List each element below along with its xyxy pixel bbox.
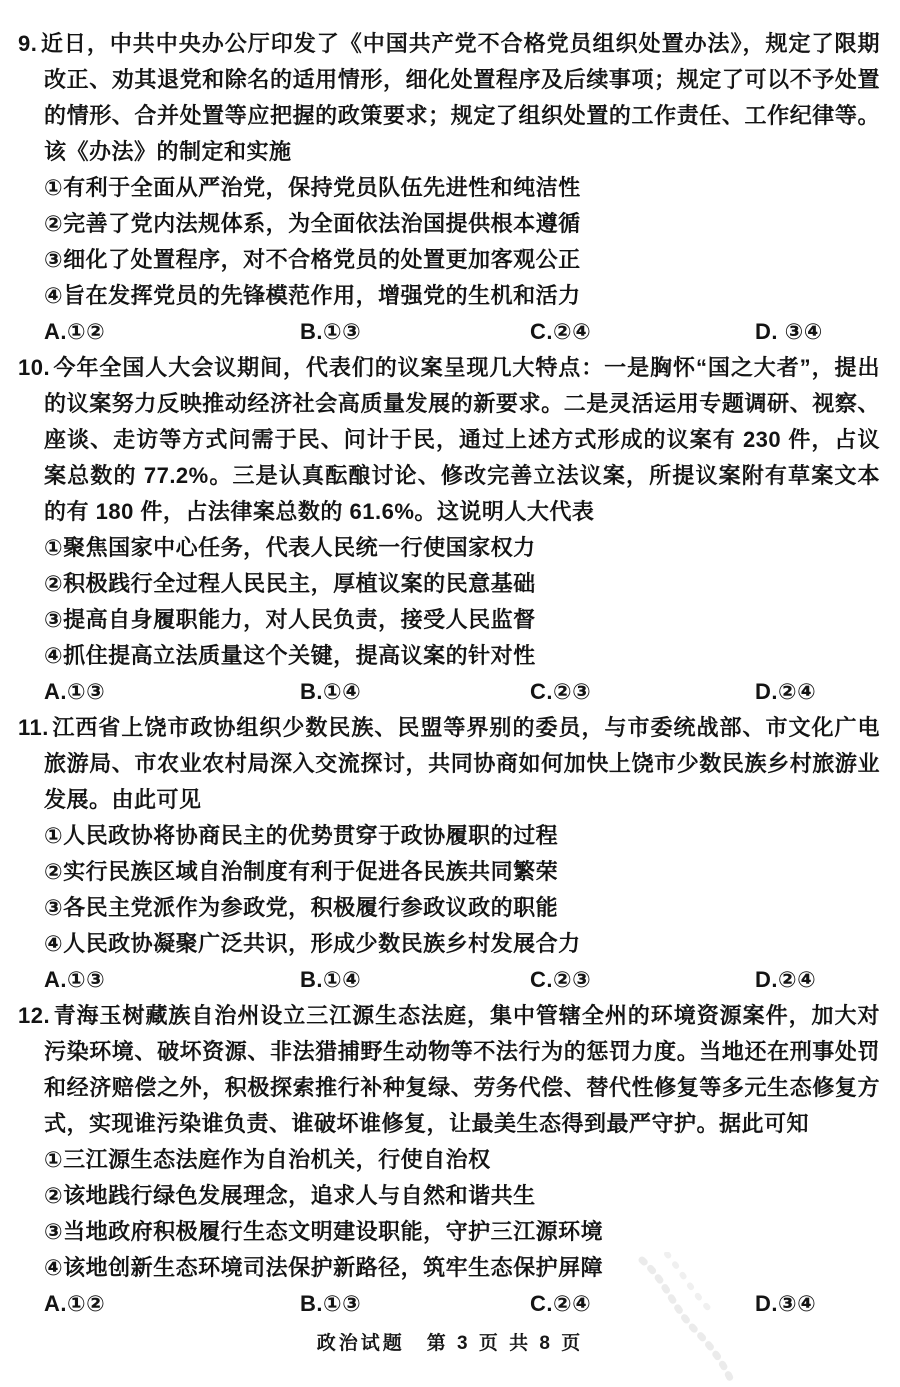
question-12-stem-text: 青海玉树藏族自治州设立三江源生态法庭，集中管辖全州的环境资源案件，加大对污染环境、破坏资源、非法猎捕野生动物等不法行为的惩罚力度。当地还在刑事处罚和经济赔偿之外，积极探索推行补种复绿、劳务代偿、替代性修复等多元生态修复方式，实现谁污染谁负责、谁破坏谁修复，让最美生态得到最严守护。据此可知 <box>44 1003 880 1136</box>
question-10-number: 10. <box>18 355 51 380</box>
question-12-choice-a: A.①② <box>44 1291 106 1316</box>
question-11-choice-d: D.②④ <box>755 967 817 992</box>
question-12-choices <box>44 1286 880 1322</box>
question-10-statement-1: ①聚焦国家中心任务，代表人民统一行使国家权力 <box>44 535 536 560</box>
question-11-stem <box>18 710 880 818</box>
question-11-stem-text: 江西省上饶市政协组织少数民族、民盟等界别的委员，与市委统战部、市文化广电旅游局、市农业农村局深入交流探讨，共同协商如何加快上饶市少数民族乡村旅游业发展。由此可见 <box>44 715 880 812</box>
question-11-number: 11. <box>18 715 49 740</box>
question-10-statement-2: ②积极践行全过程人民民主，厚植议案的民意基础 <box>44 571 536 596</box>
question-10-choice-d: D.②④ <box>755 679 817 704</box>
question-12-statement-3: ③当地政府积极履行生态文明建设职能，守护三江源环境 <box>44 1219 604 1244</box>
question-9-stem <box>18 26 880 170</box>
question-11-statement-4: ④人民政协凝聚广泛共识，形成少数民族乡村发展合力 <box>44 931 581 956</box>
question-9-statement-4: ④旨在发挥党员的先锋模范作用，增强党的生机和活力 <box>44 283 581 308</box>
question-11-choice-b: B.①④ <box>300 967 362 992</box>
question-11-statement-1: ①人民政协将协商民主的优势贯穿于政协履职的过程 <box>44 823 559 848</box>
question-12-statement-1: ①三江源生态法庭作为自治机关，行使自治权 <box>44 1147 491 1172</box>
question-9-choice-b: B.①③ <box>300 319 362 344</box>
question-11-choice-c: C.②③ <box>530 967 592 992</box>
question-11-statement-2: ②实行民族区域自治制度有利于促进各民族共同繁荣 <box>44 859 559 884</box>
question-10-choice-c: C.②③ <box>530 679 592 704</box>
question-9-statement-1: ①有利于全面从严治党，保持党员队伍先进性和纯洁性 <box>44 175 581 200</box>
question-12-stem <box>18 998 880 1142</box>
question-9-number: 9. <box>18 31 38 56</box>
question-9-choice-a: A.①② <box>44 319 106 344</box>
question-12-choice-c: C.②④ <box>530 1291 592 1316</box>
question-10-statement-3: ③提高自身履职能力，对人民负责，接受人民监督 <box>44 607 536 632</box>
page-footer: 政治试题 第 3 页 共 8 页 <box>316 1333 584 1354</box>
question-9-choice-c: C.②④ <box>530 319 592 344</box>
question-11-statement-3: ③各民主党派作为参政党，积极履行参政议政的职能 <box>44 895 559 920</box>
question-11 <box>18 710 880 998</box>
question-11-choices <box>44 962 880 998</box>
question-10-choices <box>44 674 880 710</box>
question-10 <box>18 350 880 710</box>
question-11-choice-a: A.①③ <box>44 967 106 992</box>
question-12-statement-4: ④该地创新生态环境司法保护新路径，筑牢生态保护屏障 <box>44 1255 604 1280</box>
question-10-choice-b: B.①④ <box>300 679 362 704</box>
question-12-number: 12. <box>18 1003 51 1028</box>
question-10-stem <box>18 350 880 530</box>
question-9-choices <box>44 314 880 350</box>
question-10-choice-a: A.①③ <box>44 679 106 704</box>
question-9 <box>18 26 880 350</box>
question-12-statement-2: ②该地践行绿色发展理念，追求人与自然和谐共生 <box>44 1183 536 1208</box>
question-9-statement-2: ②完善了党内法规体系，为全面依法治国提供根本遵循 <box>44 211 581 236</box>
question-10-stem-text: 今年全国人大会议期间，代表们的议案呈现几大特点：一是胸怀“国之大者”，提出的议案努力反映推动经济社会高质量发展的新要求。二是灵活运用专题调研、视察、座谈、走访等方式问需于民、问计于民，通过上述方式形成的议案有 230 件，占议案总数的 77.2%。三是认真酝酿讨论、修改完善立法议案，所提议案附有草案文本的有 180 件，占法律案总数的 61.6%。这说明人大代表 <box>44 355 880 524</box>
question-9-choice-d: D. ③④ <box>755 319 823 344</box>
question-12-choice-d: D.③④ <box>755 1291 817 1316</box>
question-10-statement-4: ④抓住提高立法质量这个关键，提高议案的针对性 <box>44 643 536 668</box>
question-9-stem-text: 近日，中共中央办公厅印发了《中国共产党不合格党员组织处置办法》，规定了限期改正、劝其退党和除名的适用情形，细化处置程序及后续事项；规定了可以不予处置的情形、合并处置等应把握的政策要求；规定了组织处置的工作责任、工作纪律等。该《办法》的制定和实施 <box>40 31 880 164</box>
question-12 <box>18 998 880 1322</box>
question-9-statement-3: ③细化了处置程序，对不合格党员的处置更加客观公正 <box>44 247 581 272</box>
question-12-choice-b: B.①③ <box>300 1291 362 1316</box>
